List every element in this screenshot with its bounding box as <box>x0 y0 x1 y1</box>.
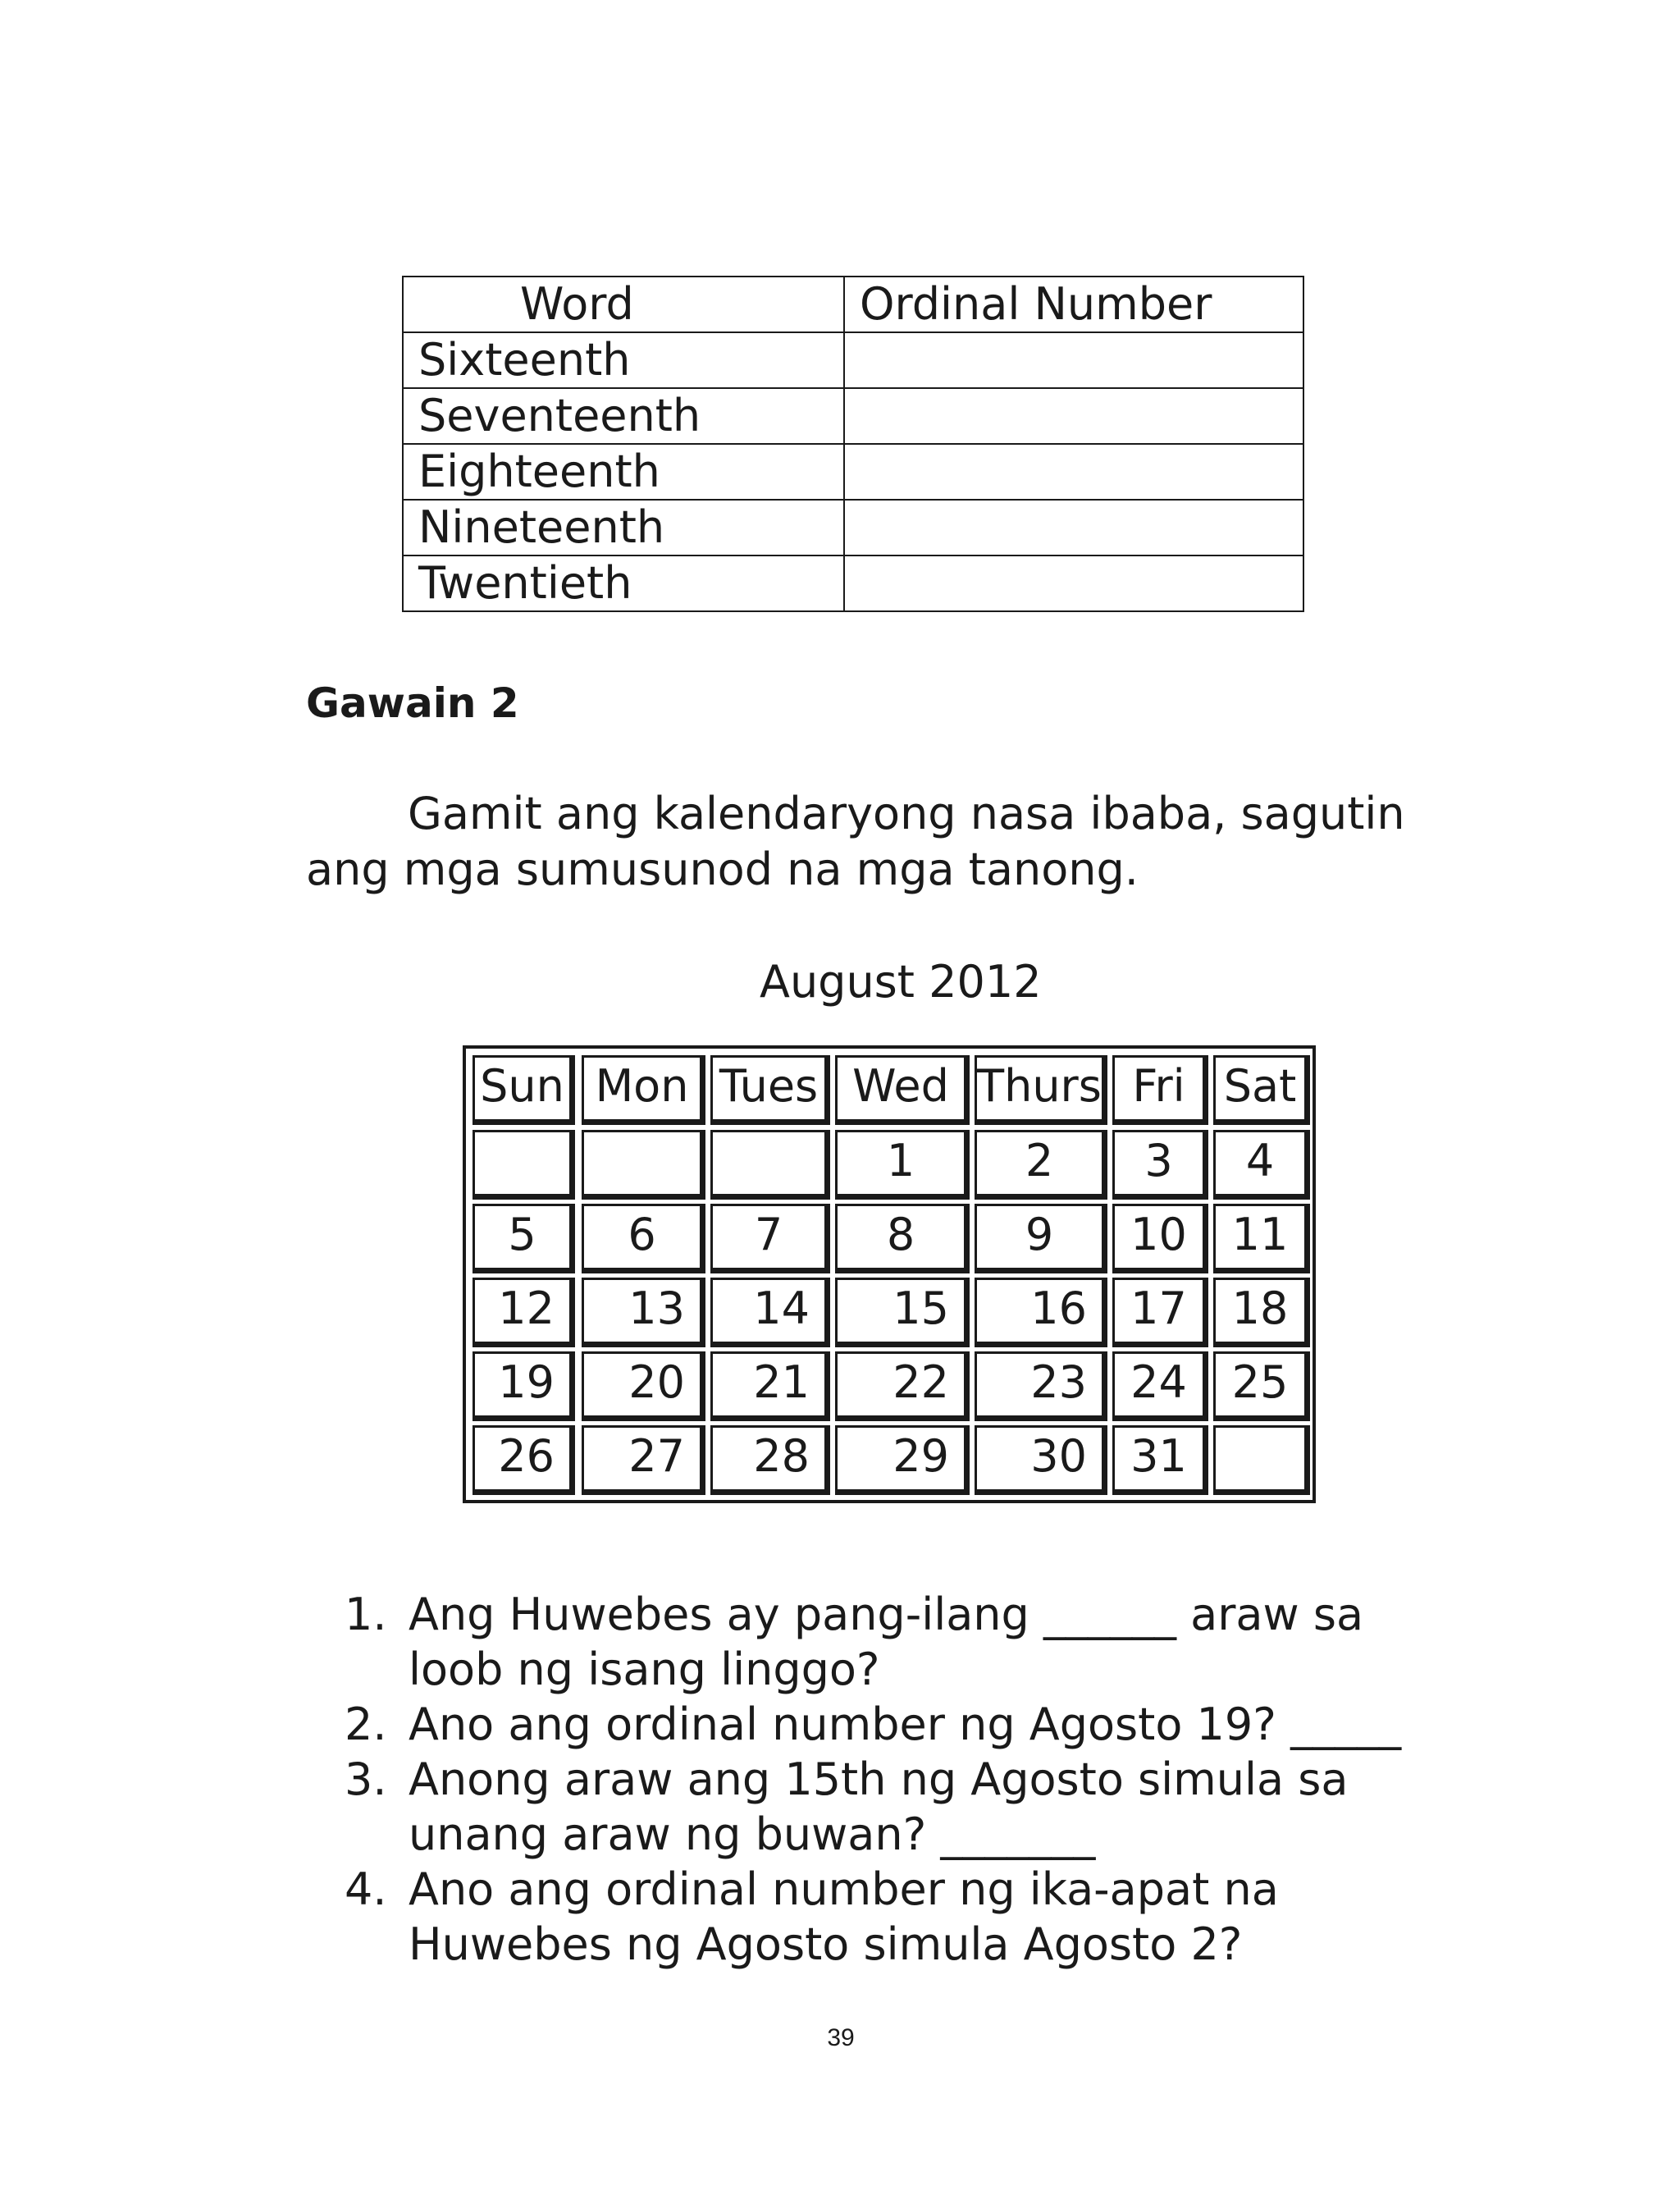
calendar-empty-cell <box>710 1130 830 1200</box>
calendar-date-cell: 29 <box>835 1425 970 1495</box>
calendar-date-cell: 16 <box>975 1278 1107 1347</box>
calendar-grid <box>463 1045 1316 1503</box>
question-text-line-1: Anong araw ang 15th ng Agosto simula sa <box>409 1753 1349 1805</box>
ordinal-answer-cell[interactable] <box>844 332 1303 388</box>
calendar-date-cell: 25 <box>1213 1351 1310 1421</box>
calendar-date-cell: 31 <box>1112 1425 1208 1495</box>
calendar-date-cell: 26 <box>472 1425 575 1495</box>
calendar-empty-cell <box>472 1130 575 1200</box>
calendar-date-cell: 30 <box>975 1425 1107 1495</box>
calendar-date-cell: 11 <box>1213 1204 1310 1273</box>
table-row <box>403 332 1303 388</box>
calendar-date-cell: 21 <box>710 1351 830 1421</box>
calendar-date-cell: 23 <box>975 1351 1107 1421</box>
question-number: 1. <box>345 1589 387 1640</box>
calendar-date-cell: 12 <box>472 1278 575 1347</box>
header-word: Word <box>403 277 844 332</box>
question-item <box>345 1587 1436 1697</box>
calendar-date-cell: 3 <box>1112 1130 1208 1200</box>
calendar-date-cell: 5 <box>472 1204 575 1273</box>
word-cell: Eighteenth <box>403 444 844 500</box>
calendar-date-cell: 10 <box>1112 1204 1208 1273</box>
calendar-day-header: Mon <box>582 1055 705 1125</box>
calendar-empty-cell <box>582 1130 705 1200</box>
header-ordinal-number: Ordinal Number <box>844 277 1303 332</box>
table-header-row <box>403 277 1303 332</box>
page-number: 39 <box>827 2024 855 2051</box>
question-item <box>345 1752 1436 1862</box>
ordinal-answer-cell[interactable] <box>844 556 1303 611</box>
ordinal-answer-cell[interactable] <box>844 388 1303 444</box>
word-cell: Twentieth <box>403 556 844 611</box>
calendar-day-header: Tues <box>710 1055 830 1125</box>
calendar-date-cell: 8 <box>835 1204 970 1273</box>
calendar-date-cell: 27 <box>582 1425 705 1495</box>
question-item <box>345 1862 1436 1972</box>
word-cell: Seventeenth <box>403 388 844 444</box>
question-text-line-1: Ano ang ordinal number ng Agosto 19? _____ <box>409 1699 1402 1750</box>
question-text-line-2: loob ng isang linggo? <box>409 1644 880 1695</box>
question-text-line-1: Ano ang ordinal number ng ika-apat na <box>409 1863 1279 1915</box>
calendar-date-cell: 9 <box>975 1204 1107 1273</box>
question-text-line-1: Ang Huwebes ay pang-ilang ______ araw sa <box>409 1589 1364 1640</box>
calendar-date-cell: 13 <box>582 1278 705 1347</box>
calendar-date-cell: 2 <box>975 1130 1107 1200</box>
calendar-day-header: Sat <box>1213 1055 1310 1125</box>
calendar-day-header: Sun <box>472 1055 575 1125</box>
word-cell: Nineteenth <box>403 500 844 556</box>
calendar-date-cell: 14 <box>710 1278 830 1347</box>
calendar-date-cell: 22 <box>835 1351 970 1421</box>
question-number: 2. <box>345 1699 387 1750</box>
calendar-date-cell: 17 <box>1112 1278 1208 1347</box>
calendar-date-cell: 24 <box>1112 1351 1208 1421</box>
ordinal-answer-cell[interactable] <box>844 500 1303 556</box>
calendar-date-cell: 7 <box>710 1204 830 1273</box>
question-item <box>345 1697 1436 1752</box>
calendar-date-cell: 19 <box>472 1351 575 1421</box>
word-cell: Sixteenth <box>403 332 844 388</box>
question-text-line-2: Huwebes ng Agosto simula Agosto 2? <box>409 1918 1243 1970</box>
calendar-date-cell: 4 <box>1213 1130 1310 1200</box>
instruction-line-1: Gamit ang kalendaryong nasa ibaba, sagutin <box>408 788 1405 839</box>
calendar-date-cell: 20 <box>582 1351 705 1421</box>
question-number: 4. <box>345 1863 387 1915</box>
table-row <box>403 444 1303 500</box>
ordinal-number-table <box>402 276 1304 612</box>
table-row <box>403 388 1303 444</box>
question-text-line-2: unang araw ng buwan? _______ <box>409 1808 1096 1860</box>
calendar-date-cell: 6 <box>582 1204 705 1273</box>
activity-heading: Gawain 2 <box>306 679 519 727</box>
instruction-paragraph <box>306 786 1438 898</box>
table-row <box>403 556 1303 611</box>
calendar-date-cell: 15 <box>835 1278 970 1347</box>
table-row <box>403 500 1303 556</box>
calendar-day-header: Wed <box>835 1055 970 1125</box>
instruction-line-2: ang mga sumusunod na mga tanong. <box>306 844 1139 895</box>
calendar-date-cell: 18 <box>1213 1278 1310 1347</box>
calendar-date-cell: 28 <box>710 1425 830 1495</box>
question-number: 3. <box>345 1753 387 1805</box>
calendar-day-header: Thurs <box>975 1055 1107 1125</box>
calendar-date-cell: 1 <box>835 1130 970 1200</box>
calendar-empty-cell <box>1213 1425 1310 1495</box>
calendar-day-header: Fri <box>1112 1055 1208 1125</box>
question-list <box>345 1587 1436 1972</box>
ordinal-answer-cell[interactable] <box>844 444 1303 500</box>
calendar-title: August 2012 <box>760 956 1042 1008</box>
